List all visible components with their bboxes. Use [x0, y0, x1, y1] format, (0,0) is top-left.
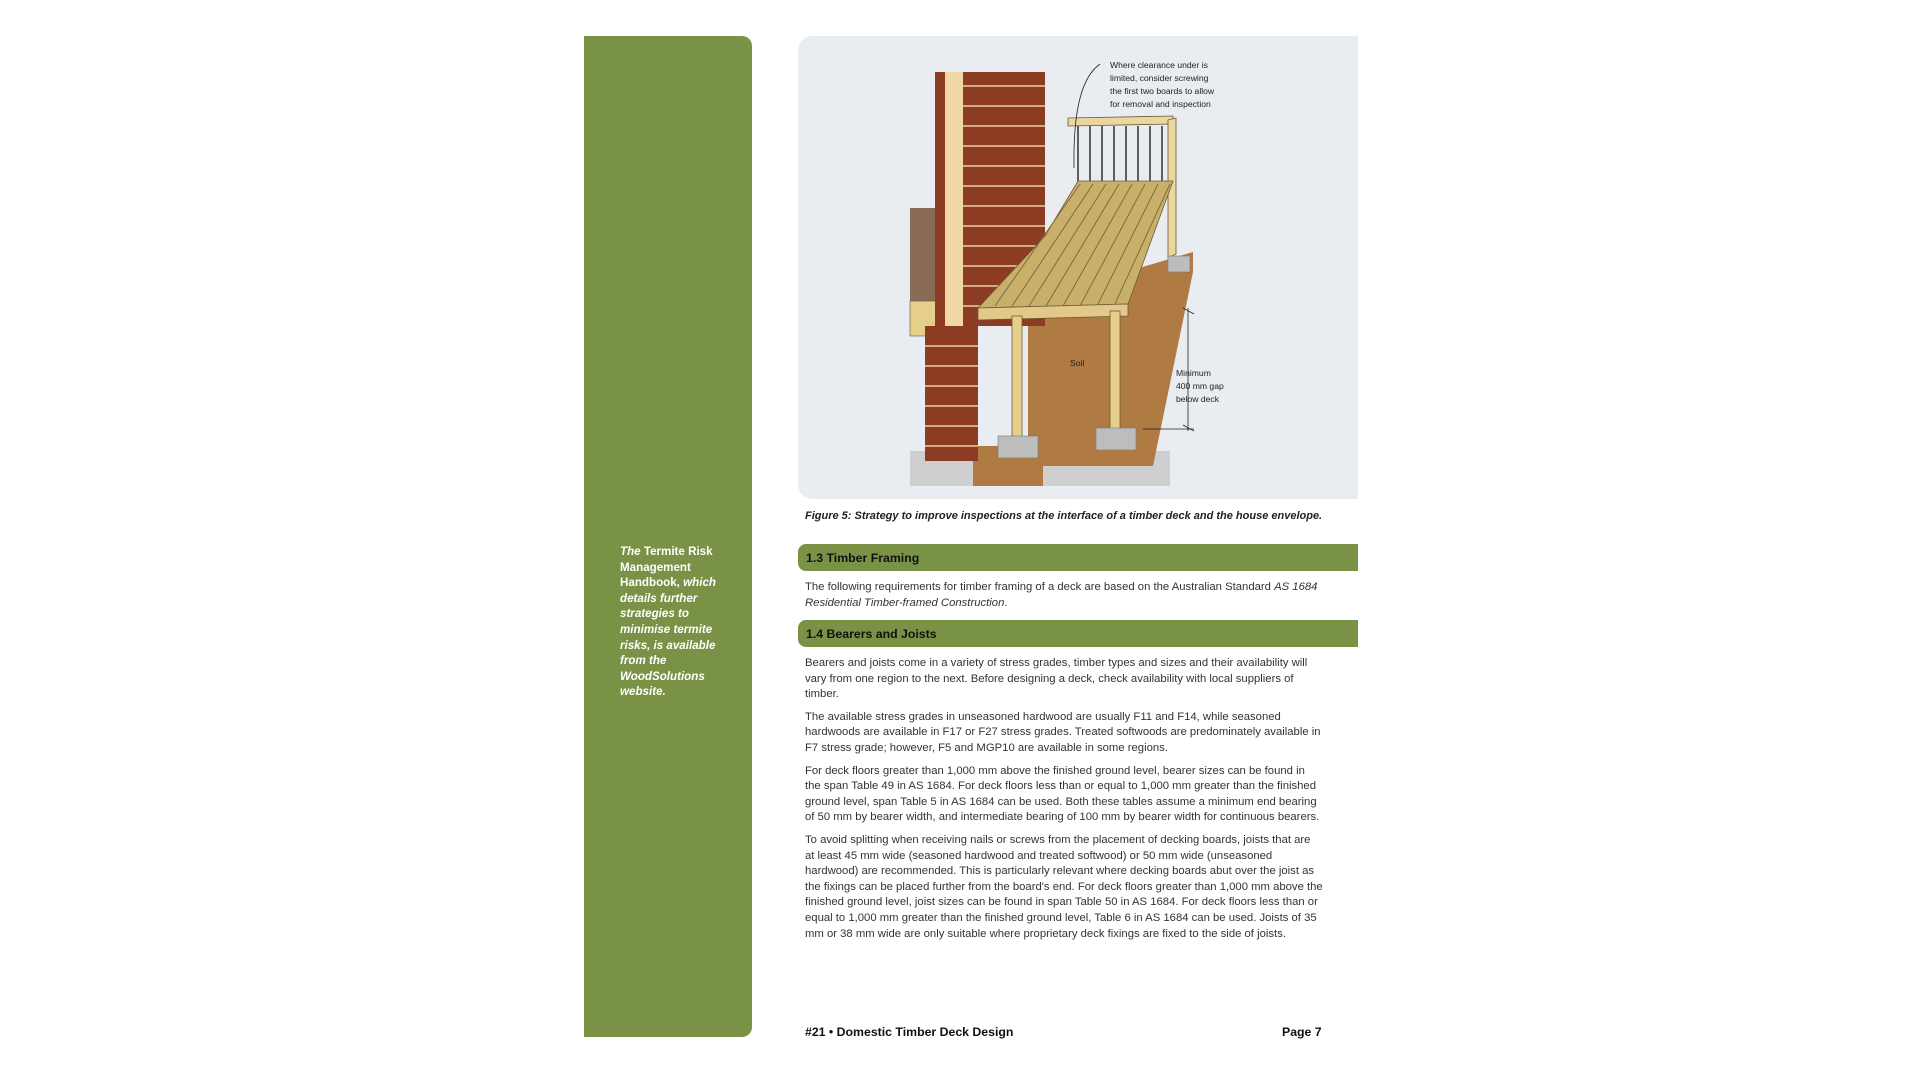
paragraph: Bearers and joists come in a variety of stress grades, timber types and sizes and their availability will vary from one region to the next. Before designing a deck, check availability with local suppliers of timber.: [805, 657, 1308, 701]
section-title: 1.3 Timber Framing: [806, 551, 920, 565]
section-title: 1.4 Bearers and Joists: [806, 627, 937, 641]
bearers-joists-body: [805, 656, 1323, 949]
deck-illustration: [798, 36, 1358, 499]
paragraph: For deck floors greater than 1,000 mm above the finished ground level, bearer sizes can be found in the span Table 49 in AS 1684. For deck floors less than or equal to 1,000 mm greater than the finished ground level, span Table 5 in AS 1684 can be used. Both these tables assume a minimum end bearing of 50 mm by bearer width, and intermediate bearing of 100 mm by bearer width for continuous bearers.: [805, 764, 1320, 824]
sidebar-note: [620, 544, 730, 700]
timber-framing-intro: The following requirements for timber framing of a deck are based on the Australian Standard AS 1684 Residential Timber-framed Construction.: [805, 581, 1318, 609]
footer-doc-title: #21 • Domestic Timber Deck Design: [805, 1025, 1014, 1039]
section-heading-bearers-joists: [798, 620, 1358, 647]
figure-caption: Figure 5: Strategy to improve inspections at the interface of a timber deck and the house envelope.: [805, 510, 1323, 522]
figure-annotation-gap: Minimum 400 mm gap below deck: [1176, 368, 1224, 404]
sidebar-panel: [584, 36, 752, 1037]
footer-page-number: Page 7: [1282, 1025, 1322, 1039]
sidebar-note-lead: The: [620, 545, 641, 558]
sidebar-note-title: Termite Risk Management Handbook,: [620, 545, 713, 590]
figure-panel: [798, 36, 1358, 499]
section-heading-timber-framing: [798, 544, 1358, 571]
figure-annotation-soil: Soil: [1070, 358, 1085, 368]
paragraph: The available stress grades in unseasoned hardwood are usually F11 and F14, while seasoned hardwoods are available in F17 or F27 stress grades. Treated softwoods are predominately available in F7 stress grade; however, F5 and MGP10 are available in some regions.: [805, 710, 1321, 754]
sidebar-note-rest: which details further strategies to minimise termite risks, is available from the WoodSolutions website.: [620, 576, 716, 699]
paragraph: To avoid splitting when receiving nails or screws from the placement of decking boards, joists that are at least 45 mm wide (seasoned hardwood and treated softwood) or 50 mm wide (unseasoned hardwood) are recommended. This is particularly relevant where decking boards abut over the joist as the fixings can be placed further from the board's end. For deck floors greater than 1,000 mm above the finished ground level, joist sizes can be found in span Table 50 in AS 1684. For deck floors less than or equal to 1,000 mm greater than the finished ground level, Table 6 in AS 1684 can be used. Joists of 35 mm or 38 mm wide are only suitable where proprietary deck fixings are fixed to the side of joists.: [805, 833, 1323, 940]
figure-annotation-top: Where clearance under is limited, consider screwing the first two boards to allow for removal and inspection: [1110, 60, 1215, 109]
